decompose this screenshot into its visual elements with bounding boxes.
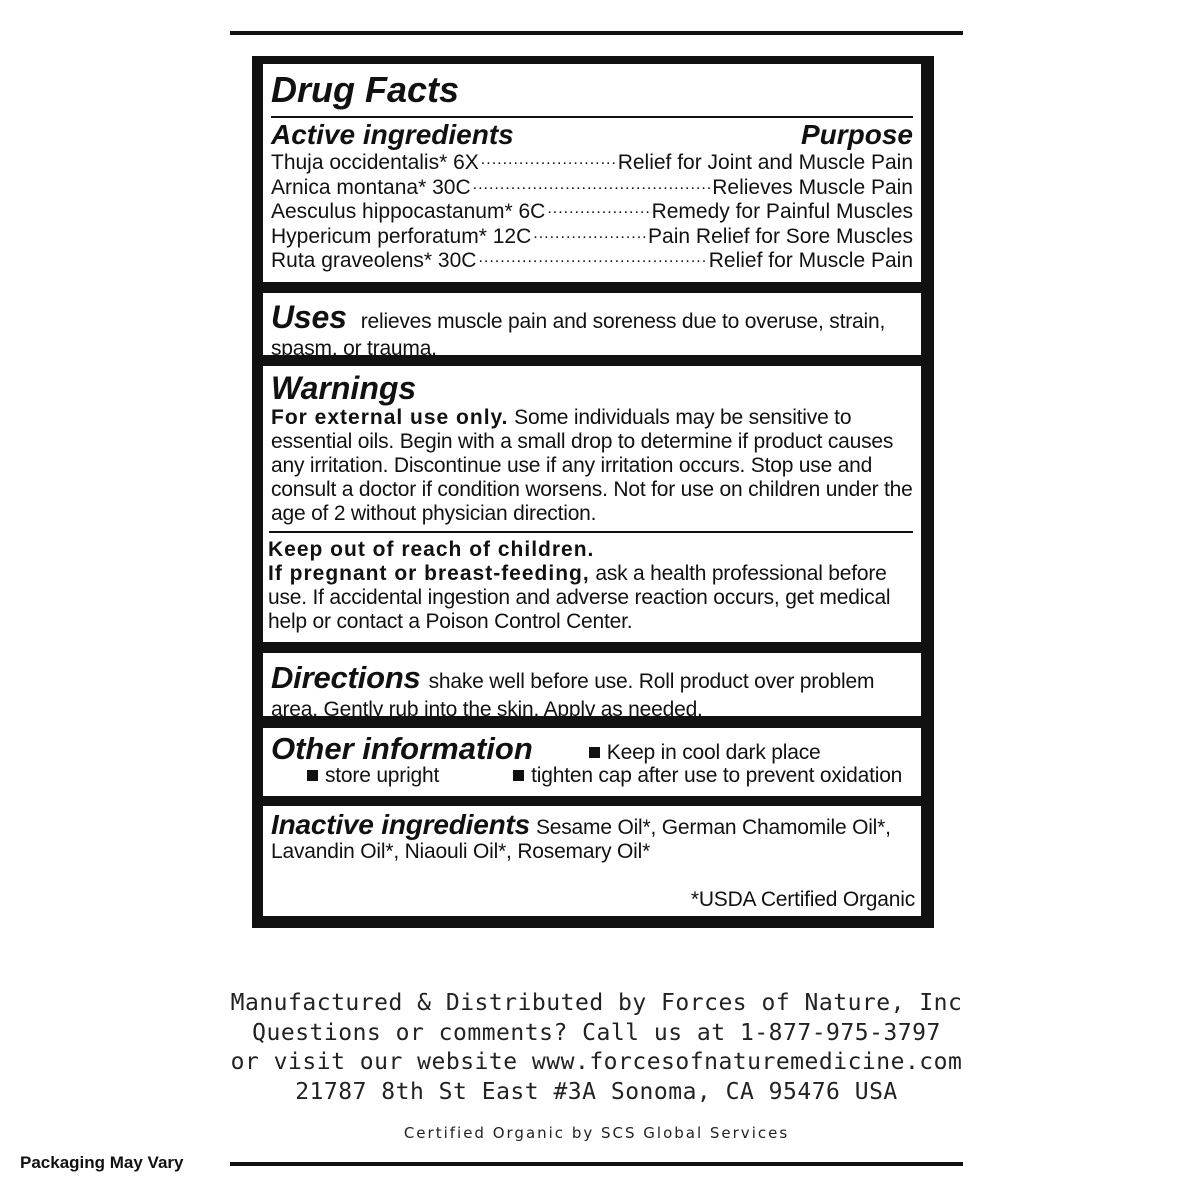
dot-leader: [547, 200, 649, 218]
warnings-section: [263, 366, 921, 642]
ingredient-row: [271, 225, 913, 250]
directions-heading: Directions: [271, 660, 421, 695]
directions-section: [263, 653, 921, 721]
drug-facts-title: Drug Facts: [271, 69, 460, 110]
ingredient-name: Hypericum perforatum* 12C: [271, 224, 532, 248]
uses-section: [263, 293, 921, 360]
purpose-heading: Purpose: [800, 119, 913, 150]
pregnancy-warning: [268, 562, 913, 634]
external-use-text: Some individuals may be sensitive to essential oils. Begin with a small drop to determine if product causes any irritation. Discontinue use if any irritation occurs. Stop use and consult a doctor if condition worsens. Not for use on children under the age of 2 without physician direction.: [271, 406, 913, 525]
active-ingredients-section: [263, 64, 921, 282]
other-info-text: tighten cap after use to prevent oxidation: [531, 764, 903, 787]
inactive-ingredients-heading: Inactive ingredients: [271, 809, 530, 840]
bottom-rule: [230, 1162, 963, 1166]
footer-line: Questions or comments? Call us at 1-877-975-3797: [252, 1019, 941, 1046]
dot-leader: [473, 176, 711, 194]
manufacturer-info: [230, 989, 963, 1107]
uses-text: relieves muscle pain and soreness due to overuse, strain, spasm, or trauma.: [271, 310, 886, 360]
bullet-square-icon: [513, 770, 524, 781]
dot-leader: [481, 151, 616, 169]
warnings-divider: [269, 531, 913, 533]
packaging-note: Packaging May Vary: [20, 1153, 184, 1172]
ingredient-row: [271, 200, 913, 225]
uses-heading: Uses: [271, 299, 347, 335]
other-info-text: Keep in cool dark place: [606, 741, 821, 764]
ingredient-purpose: Remedy for Painful Muscles: [651, 200, 913, 223]
ingredient-name: Aesculus hippocastanum* 6C: [271, 200, 546, 223]
active-ingredients-list: [271, 151, 913, 274]
pregnant-text: ask a health professional before use. If accidental ingestion and adverse reaction occurs, get medical help or contact a Poison Control Center.: [268, 562, 891, 633]
inactive-ingredients-text: Sesame Oil*, German Chamomile Oil*, Lavandin Oil*, Niaouli Oil*, Rosemary Oil*: [271, 816, 891, 863]
title-divider: [271, 116, 913, 118]
pregnant-bold: If pregnant or breast-feeding,: [268, 562, 590, 585]
ingredient-row: [271, 151, 913, 176]
other-information-heading: Other information: [271, 731, 533, 766]
dot-leader: [478, 249, 706, 267]
ingredient-name: Arnica montana* 30C: [271, 175, 471, 199]
other-information-section: [263, 728, 921, 796]
ingredient-purpose: Relieves Muscle Pain: [712, 175, 913, 199]
certified-organic-line: Certified Organic by SCS Global Services: [403, 1124, 790, 1142]
other-info-item: [307, 764, 439, 788]
other-info-text: store upright: [325, 764, 440, 787]
ingredient-name: Ruta graveolens* 30C: [271, 249, 477, 272]
bullet-square-icon: [589, 747, 600, 758]
ingredient-row: [271, 176, 913, 201]
other-info-item: [513, 764, 902, 788]
footer-line: Manufactured & Distributed by Forces of Nature, Inc: [230, 990, 963, 1016]
keep-out-of-reach: Keep out of reach of children.: [268, 538, 595, 561]
inactive-ingredients-section: [263, 806, 921, 916]
dot-leader: [533, 225, 646, 243]
ingredient-name: Thuja occidentalis* 6X: [271, 151, 479, 174]
active-ingredients-heading: Active ingredients: [271, 119, 514, 150]
footer-line: 21787 8th St East #3A Sonoma, CA 95476 USA: [295, 1078, 898, 1105]
drug-facts-panel: [252, 56, 934, 928]
footer-line: or visit our website www.forcesofnaturemedicine.com: [230, 1049, 963, 1075]
directions-text: shake well before use. Roll product over problem area. Gently rub into the skin. Apply as needed.: [271, 670, 875, 721]
organic-note: *USDA Certified Organic: [690, 888, 915, 911]
ingredient-purpose: Relief for Muscle Pain: [708, 249, 913, 272]
other-info-item: [589, 741, 821, 765]
ingredient-row: [271, 249, 913, 274]
top-rule: [230, 31, 963, 35]
warnings-heading: Warnings: [271, 370, 417, 406]
ingredient-purpose: Relief for Joint and Muscle Pain: [617, 151, 913, 174]
external-use-bold: For external use only.: [271, 406, 509, 429]
bullet-square-icon: [307, 770, 318, 781]
external-use-warning: [271, 406, 913, 526]
ingredient-purpose: Pain Relief for Sore Muscles: [648, 224, 913, 248]
